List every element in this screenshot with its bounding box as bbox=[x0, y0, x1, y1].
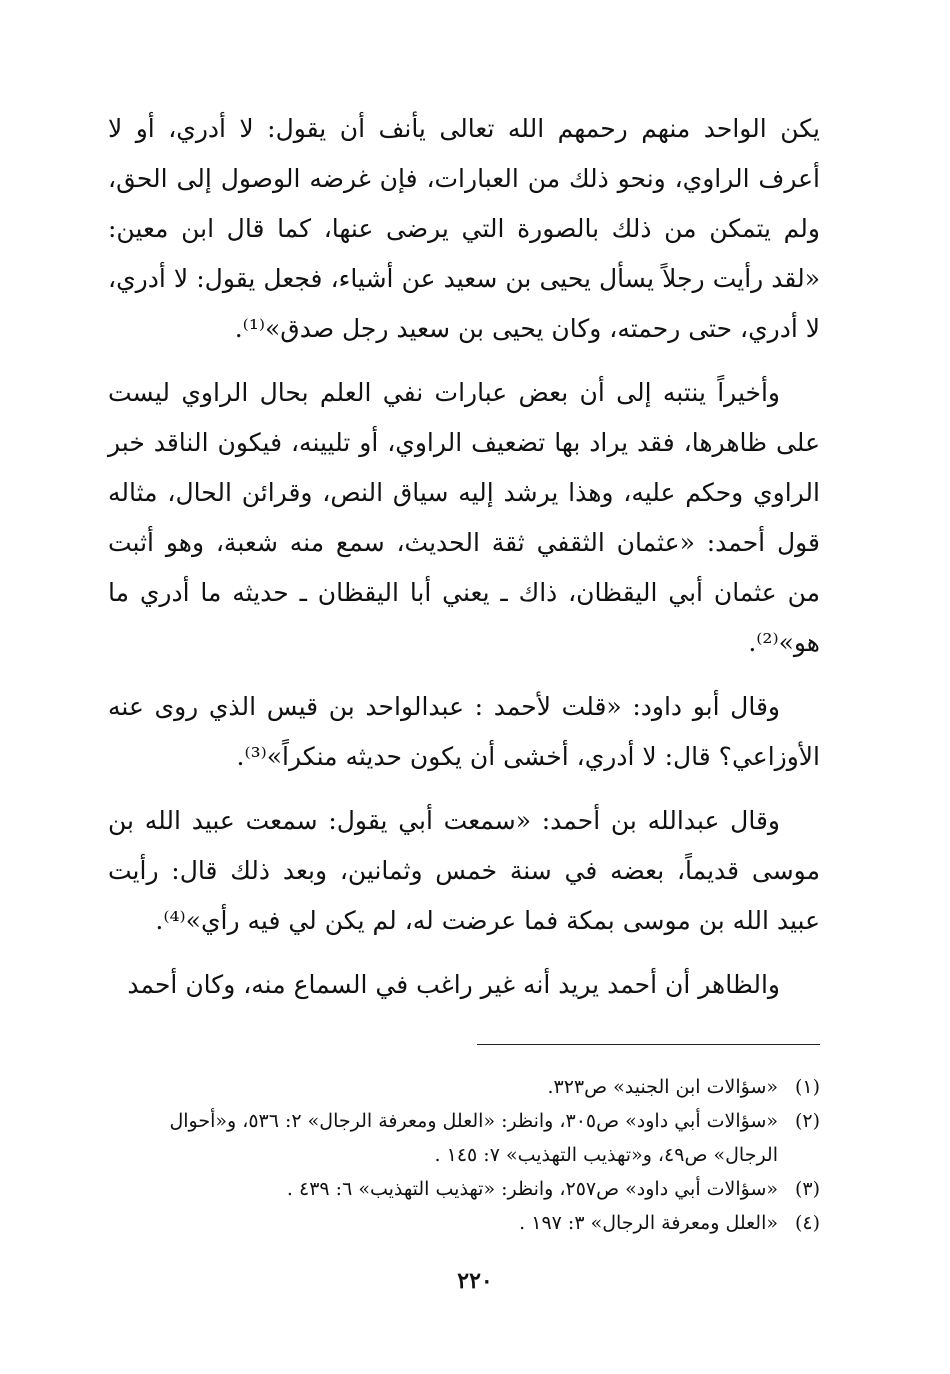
paragraph-4: وقال عبدالله بن أحمد: «سمعت أبي يقول: سمعت عبيد الله بن موسى قديماً، بعضه في سنة خمس وثمانين، وبعد ذلك قال: رأيت عبيد الله بن موسى بمكة فما عرضت له، لم يكن لي فيه رأي»⁽⁴⁾. bbox=[108, 806, 820, 935]
footnote-number: (٢) bbox=[794, 1110, 820, 1132]
footnote-number: (٣) bbox=[794, 1178, 820, 1200]
footnote-3 bbox=[108, 1172, 820, 1206]
paragraph-3: وقال أبو داود: «قلت لأحمد : عبدالواحد بن قيس الذي روى عنه الأوزاعي؟ قال: لا أدري، أخشى أن يكون حديثه منكراً»⁽³⁾. bbox=[108, 692, 820, 771]
footnote-text: «سؤالات أبي داود» ص٢٥٧، وانظر: «تهذيب التهذيب» ٦: ٤٣٩ . bbox=[286, 1178, 778, 1200]
footnote-text: «سؤالات أبي داود» ص٣٠٥، وانظر: «العلل ومعرفة الرجال» ٢: ٥٣٦، و«أحوال الرجال» ص٤٩، و«تهذيب التهذيب» ٧: ١٤٥ . bbox=[169, 1110, 778, 1166]
footnote-4 bbox=[108, 1206, 820, 1240]
footnote-number: (١) bbox=[794, 1076, 820, 1098]
paragraph-2: وأخيراً ينتبه إلى أن بعض عبارات نفي العلم بحال الراوي ليست على ظاهرها، فقد يراد بها تضعيف الراوي، أو تليينه، فيكون الناقد خبر الراوي وحكم عليه، وهذا يرشد إليه سياق النص، وقرائن الحال، مثاله قول أحمد: «عثمان الثقفي ثقة الحديث، سمع منه شعبة، وهو أثبت من عثمان أبي اليقظان، ذاك ـ يعني أبا اليقظان ـ حديثه ما أدري ما هو»⁽²⁾. bbox=[108, 378, 820, 657]
footnote-divider bbox=[477, 1044, 820, 1045]
footnotes bbox=[108, 1070, 820, 1240]
footnote-text: «العلل ومعرفة الرجال» ٣: ١٩٧ . bbox=[519, 1212, 778, 1234]
paragraph-5: والظاهر أن أحمد يريد أنه غير راغب في السماع منه، وكان أحمد bbox=[127, 970, 780, 999]
body-text bbox=[108, 104, 820, 1024]
paragraph-1: يكن الواحد منهم رحمهم الله تعالى يأنف أن يقول: لا أدري، أو لا أعرف الراوي، ونحو ذلك من العبارات، فإن غرضه الوصول إلى الحق، ولم يتمكن من ذلك بالصورة التي يرضى عنها، كما قال ابن معين: «لقد رأيت رجلاً يسأل يحيى بن سعيد عن أشياء، فجعل يقول: لا أدري، لا أدري، حتى رحمته، وكان يحيى بن سعيد رجل صدق»⁽¹⁾. bbox=[108, 114, 820, 343]
footnote-number: (٤) bbox=[794, 1212, 820, 1234]
footnote-1 bbox=[108, 1070, 820, 1104]
footnote-text: «سؤالات ابن الجنيد» ص٣٢٣. bbox=[547, 1076, 778, 1098]
page-number: ٢٢٠ bbox=[457, 1268, 493, 1294]
footnote-2 bbox=[108, 1104, 820, 1172]
